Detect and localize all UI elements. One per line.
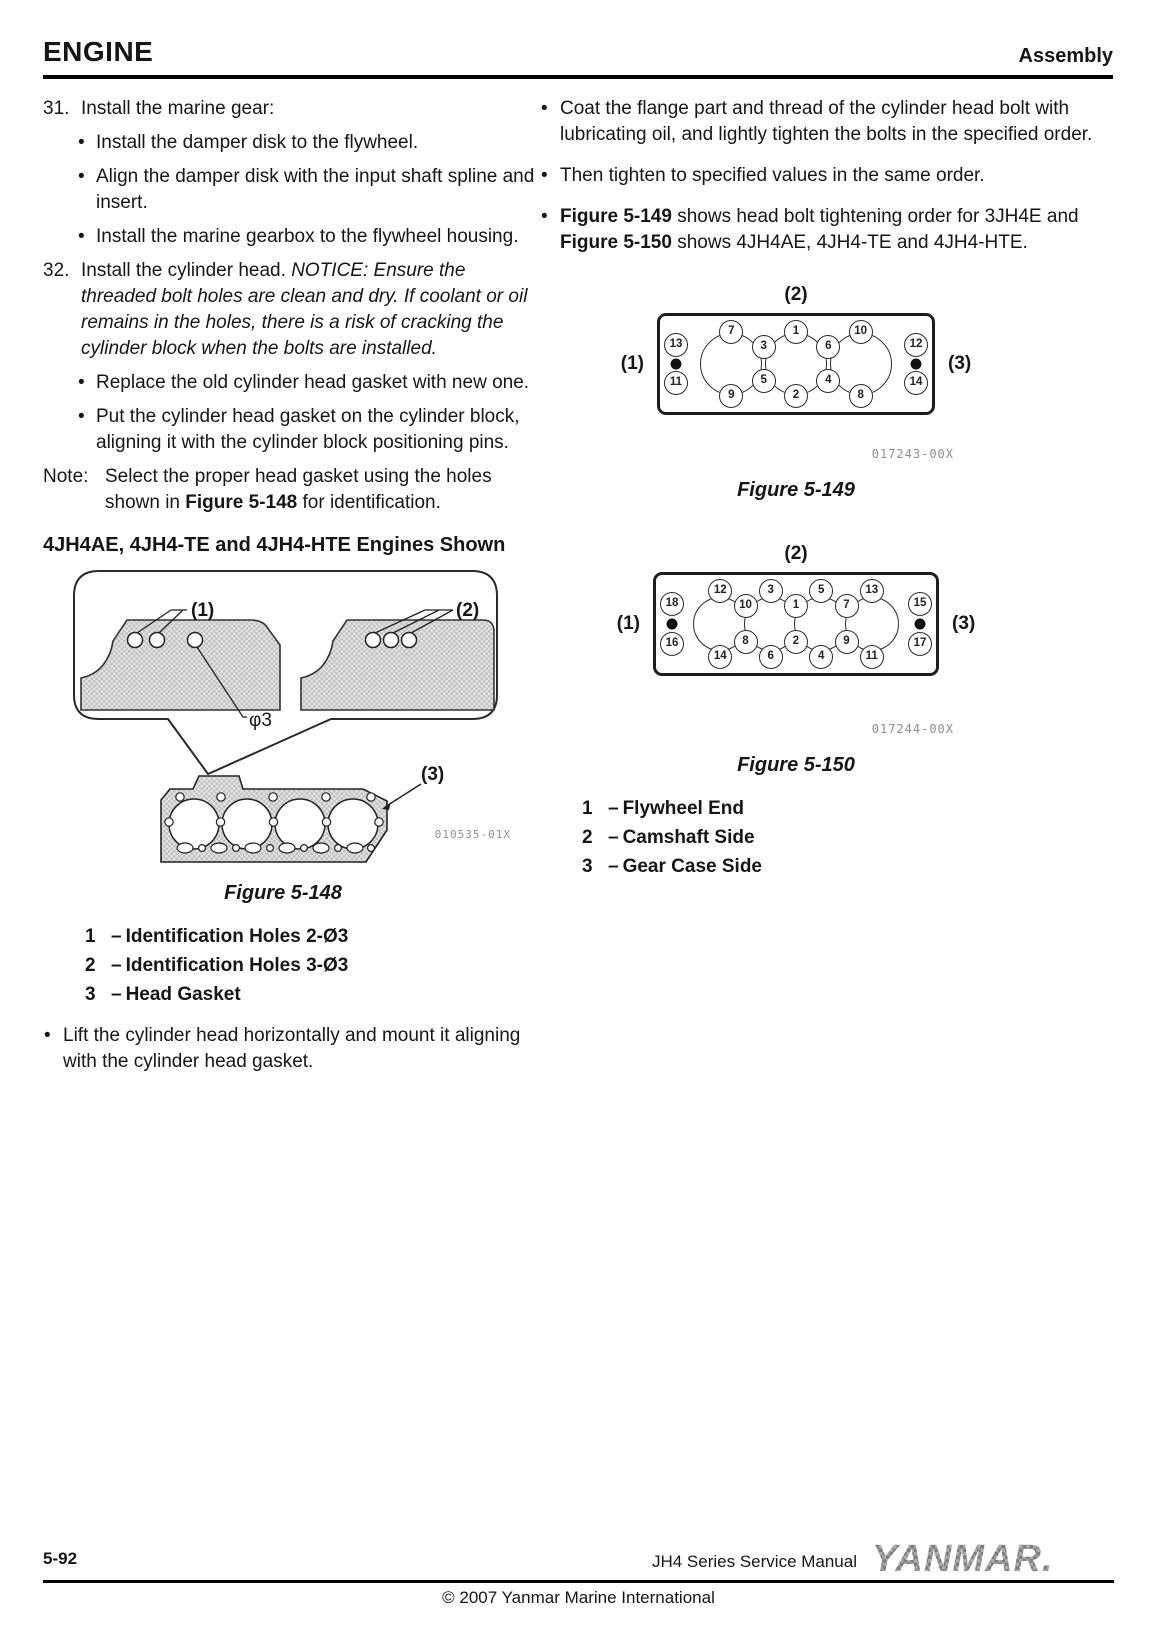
- list-item: [43, 164, 545, 216]
- list-item-text: shows 4JH4AE, 4JH4-TE and 4JH4-HTE.: [671, 232, 1028, 253]
- bolt-5: 5: [752, 369, 776, 393]
- bullet-marker: •: [78, 132, 85, 153]
- list-item-text: shows head bolt tightening order for 3JH4E and: [671, 206, 1079, 227]
- bullet-marker: •: [78, 372, 85, 393]
- legend-item: [85, 951, 545, 980]
- list-item-text: Replace the old cylinder head gasket with new one.: [96, 372, 530, 393]
- bolt-14: 14: [904, 371, 928, 395]
- page-header: [43, 36, 1113, 79]
- legend-item: [582, 794, 1117, 823]
- dowel-pin: [915, 619, 926, 630]
- bullet-marker: •: [541, 98, 548, 119]
- legend-label: Head Gasket: [125, 984, 241, 1005]
- bolt-8: 8: [849, 384, 873, 408]
- figure-reference: Figure 5-148: [185, 492, 298, 513]
- list-item: [540, 96, 1117, 148]
- page-number: 5-92: [43, 1549, 78, 1568]
- bullet-marker: •: [44, 1025, 51, 1046]
- figure-150-caption: Figure 5-150: [737, 754, 855, 776]
- bolt-6: 6: [759, 645, 783, 669]
- manual-title: JH4 Series Service Manual: [651, 1552, 857, 1571]
- bullet-marker: •: [78, 226, 85, 247]
- list-item: [43, 370, 545, 396]
- note-label: Note:: [43, 466, 89, 487]
- figure-148: [43, 570, 545, 1009]
- gear-case-side-callout: (3): [948, 353, 972, 374]
- camshaft-side-callout: (2): [784, 543, 808, 564]
- identification-hole: [402, 633, 417, 648]
- cylinder-bore: [222, 799, 272, 849]
- bolt-13: 13: [664, 333, 688, 357]
- camshaft-side-callout: (2): [784, 284, 808, 305]
- bolt-9: 9: [719, 384, 743, 408]
- list-item-text: Then tighten to specified values in the same order.: [560, 165, 985, 186]
- legend-number: 3: [85, 984, 96, 1005]
- bolt-1: 1: [784, 594, 808, 618]
- figure-reference: Figure 5-150: [560, 232, 672, 253]
- legend-item: [85, 980, 545, 1009]
- legend-number: 3: [582, 856, 593, 877]
- list-item: [540, 204, 1117, 256]
- flywheel-end-callout: (1): [620, 353, 644, 374]
- step-text: Install the cylinder head.: [81, 260, 292, 281]
- legend-label: Gear Case Side: [622, 856, 762, 877]
- bolt-15: 15: [908, 592, 932, 616]
- bolt-8: 8: [734, 630, 758, 654]
- dowel-pin: [671, 359, 682, 370]
- bolt-10: 10: [734, 594, 758, 618]
- diameter-hole: [188, 633, 203, 648]
- bullet-marker: •: [541, 206, 548, 227]
- dowel-pin: [667, 619, 678, 630]
- bolt-12: 12: [708, 579, 732, 603]
- cylinder-bore: [328, 799, 378, 849]
- bolt-11: 11: [860, 645, 884, 669]
- identification-hole: [128, 633, 143, 648]
- bolt-4: 4: [816, 369, 840, 393]
- bolt-2: 2: [784, 630, 808, 654]
- identification-hole: [384, 633, 399, 648]
- identification-hole: [150, 633, 165, 648]
- engines-shown-heading: 4JH4AE, 4JH4-TE and 4JH4-HTE Engines Shown: [43, 534, 506, 556]
- legend-number: 2: [85, 955, 96, 976]
- figure-148-legend: [43, 922, 545, 1009]
- figure-150-legend: [540, 794, 1117, 881]
- yanmar-logo: YANMAR.: [872, 1538, 1054, 1580]
- bolt-tightening-diagram-4jh4: [653, 572, 939, 676]
- bullet-marker: •: [78, 406, 85, 427]
- subsection-title: Assembly: [1018, 45, 1113, 67]
- gear-case-side-callout: (3): [952, 613, 976, 634]
- list-item-text: Coat the flange part and thread of the cylinder head bolt with lubricating oil, and lightly tighten the bolts in the specified order.: [560, 98, 1093, 145]
- bolt-7: 7: [719, 320, 743, 344]
- figure-code: 017244-00X: [871, 722, 954, 736]
- identification-hole: [366, 633, 381, 648]
- section-title: ENGINE: [43, 36, 154, 67]
- flywheel-end-callout: (1): [616, 613, 640, 634]
- step-31: [43, 96, 545, 122]
- bolt-6: 6: [816, 335, 840, 359]
- bolt-3: 3: [752, 335, 776, 359]
- step-32: [43, 258, 545, 362]
- figure-149: [596, 282, 996, 503]
- list-item: [43, 130, 545, 156]
- head-gasket-diagram: [73, 570, 533, 870]
- legend-dash: –: [608, 856, 619, 877]
- legend-label: Identification Holes 3-Ø3: [125, 955, 349, 976]
- legend-item: [582, 852, 1117, 881]
- bolt-10: 10: [849, 320, 873, 344]
- bolt-2: 2: [784, 384, 808, 408]
- bolt-13: 13: [860, 579, 884, 603]
- list-item: [43, 224, 545, 250]
- callout-1-label: (1): [191, 600, 215, 621]
- bolt-12: 12: [904, 333, 928, 357]
- legend-label: Camshaft Side: [622, 827, 755, 848]
- bolt-3: 3: [759, 579, 783, 603]
- bolt-1: 1: [784, 320, 808, 344]
- bolt-4: 4: [809, 645, 833, 669]
- bolt-17: 17: [908, 632, 932, 656]
- legend-item: [85, 922, 545, 951]
- bolt-11: 11: [664, 371, 688, 395]
- bolt-9: 9: [835, 630, 859, 654]
- legend-item: [582, 823, 1117, 852]
- figure-148-caption: Figure 5-148: [224, 882, 342, 904]
- legend-label: Flywheel End: [622, 798, 744, 819]
- callout-3-label: (3): [421, 764, 445, 785]
- note-block: [43, 464, 545, 516]
- list-item: [43, 404, 545, 456]
- left-column: [43, 96, 545, 1090]
- right-column: [540, 96, 1117, 895]
- figure-reference: Figure 5-149: [560, 206, 672, 227]
- cylinder-bore: [275, 799, 325, 849]
- legend-dash: –: [111, 926, 122, 947]
- callout-2-label: (2): [456, 600, 480, 621]
- list-item-text: Lift the cylinder head horizontally and mount it aligning with the cylinder head gasket.: [63, 1025, 521, 1072]
- step-number: 32.: [43, 260, 70, 281]
- figure-149-caption: Figure 5-149: [737, 479, 855, 501]
- bolt-14: 14: [708, 645, 732, 669]
- bolt-tightening-diagram-3jh4e: [657, 313, 935, 415]
- bolt-16: 16: [660, 632, 684, 656]
- cylinder-bore: [169, 799, 219, 849]
- legend-dash: –: [111, 984, 122, 1005]
- bolt-7: 7: [835, 594, 859, 618]
- legend-dash: –: [608, 827, 619, 848]
- figure-code: 010535-01X: [434, 828, 511, 841]
- list-item: [43, 1023, 545, 1075]
- list-item-text: Install the marine gearbox to the flywheel housing.: [96, 226, 519, 247]
- dowel-pin: [911, 359, 922, 370]
- bolt-18: 18: [660, 592, 684, 616]
- figure-150: [596, 541, 996, 778]
- legend-dash: –: [608, 798, 619, 819]
- legend-label: Identification Holes 2-Ø3: [125, 926, 349, 947]
- step-text: Install the marine gear:: [81, 98, 275, 119]
- figure-code: 017243-00X: [871, 447, 954, 461]
- bullet-marker: •: [541, 165, 548, 186]
- note-text: Select the proper head gasket using the holes shown in: [105, 466, 492, 513]
- diameter-label: φ3: [249, 710, 272, 731]
- bullet-marker: •: [78, 166, 85, 187]
- step-number: 31.: [43, 98, 70, 119]
- list-item-text: Put the cylinder head gasket on the cylinder block, aligning it with the cylinder block positioning pins.: [96, 406, 520, 453]
- bolt-5: 5: [809, 579, 833, 603]
- list-item: [540, 163, 1117, 189]
- legend-number: 1: [582, 798, 593, 819]
- legend-number: 2: [582, 827, 593, 848]
- legend-number: 1: [85, 926, 96, 947]
- list-item-text: Install the damper disk to the flywheel.: [96, 132, 419, 153]
- note-text: for identification.: [297, 492, 441, 513]
- legend-dash: –: [111, 955, 122, 976]
- list-item-text: Align the damper disk with the input shaft spline and insert.: [96, 166, 535, 213]
- notice-text: NOTICE: Ensure the threaded bolt holes are clean and dry. If coolant or oil remains in the holes, there is a risk of cracking the cylinder block when the bolts are installed.: [81, 260, 528, 359]
- copyright-line: © 2007 Yanmar Marine International: [442, 1588, 715, 1607]
